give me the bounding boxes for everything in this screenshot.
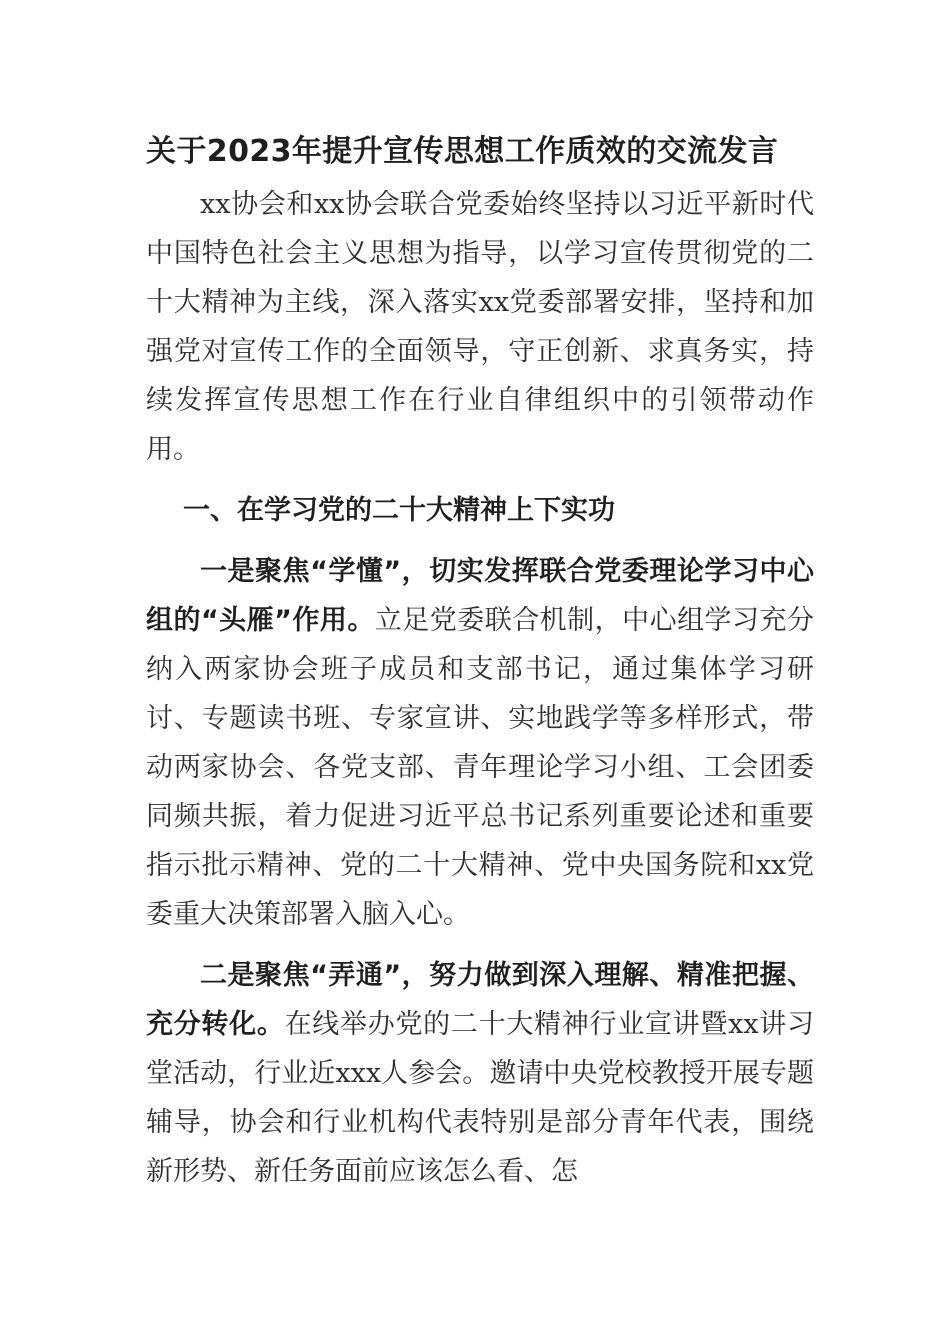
intro-paragraph: xx协会和xx协会联合党委始终坚持以习近平新时代中国特色社会主义思想为指导，以学习宣传贯彻党的二十大精神为主线，深入落实xx党委部署安排，坚持和加强党对宣传工作的全面领导，守正创新、求真务实，持续发挥宣传思想工作在行业自律组织中的引领带动作用。 bbox=[146, 189, 814, 465]
point-2-body: 在线举办党的二十大精神行业宣讲暨xx讲习堂活动，行业近xxx人参会。邀请中央党校教授开展专题辅导，协会和行业机构代表特别是部分青年代表，围绕新形势、新任务面前应该怎么看、怎 bbox=[146, 1009, 814, 1187]
point-2-lead: 二是聚焦“弄通”，努力做到深入理解、精准把握、充分转化。 bbox=[146, 960, 814, 1040]
section-heading: 一、在学习党的二十大精神上下实功 bbox=[183, 495, 615, 526]
point-1-lead: 一是聚焦“学懂”，切实发挥联合党委理论学习中心组的“头雁”作用。 bbox=[146, 556, 814, 636]
document-body bbox=[146, 128, 814, 1208]
point-2-paragraph bbox=[146, 951, 814, 1196]
document-title: 关于2023年提升宣传思想工作质效的交流发言 bbox=[146, 134, 779, 169]
point-1-body: 立足党委联合机制，中心组学习充分纳入两家协会班子成员和支部书记，通过集体学习研讨、专题读书班、专家宣讲、实地践学等多样形式，带动两家协会、各党支部、青年理论学习小组、工会团委同频共振，着力促进习近平总书记系列重要论述和重要指示批示精神、党的二十大精神、党中央国务院和xx党委重大决策部署入脑入心。 bbox=[146, 605, 814, 930]
point-1-paragraph bbox=[146, 547, 814, 939]
